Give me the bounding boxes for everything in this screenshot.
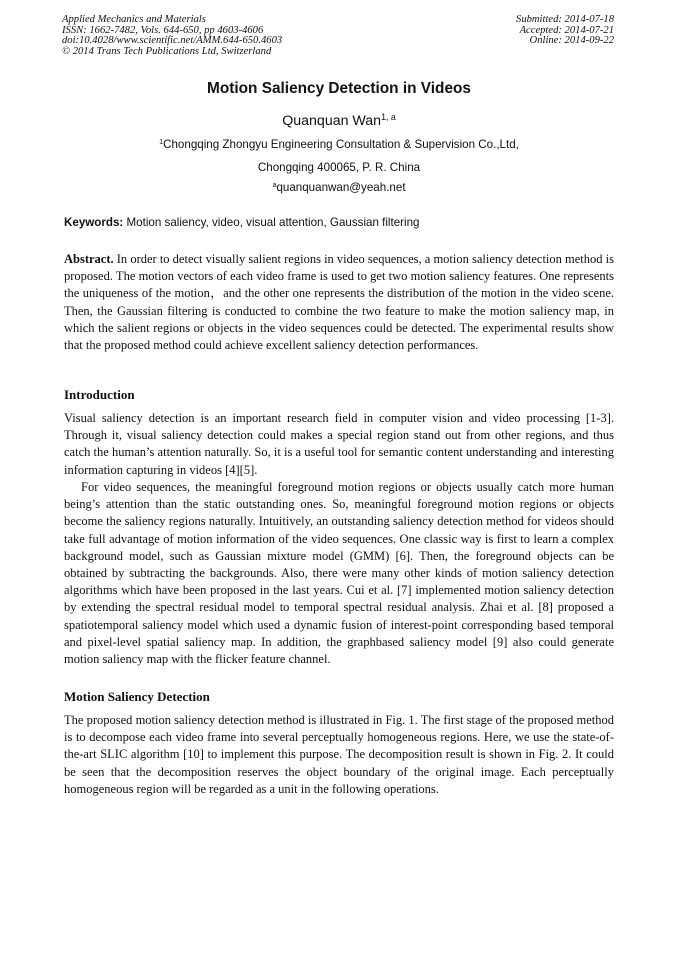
introduction-heading: Introduction — [64, 387, 135, 402]
introduction-paragraph-2: For video sequences, the meaningful foreground motion regions or objects usually catch more human being’s attention than the static outstanding ones. So, meaningful foreground motion regions or objects become the saliency regions naturally. Intuitively, an outstanding saliency detection method for videos should take full advantage of motion information of the video sequences. One classic way is first to learn a complex background model, such as Gaussian mixture model (GMM) [6]. Then, the foreground objects can be obtained by subtracting the backgrounds. Also, there were many other kinds of motion saliency detection algorithms which have been proposed in the last years. Cui et al. [7] implemented motion saliency detection by extending the spectral residual model to temporal spectral residual analysis. Zhai et al. [8] proposed a spatiotemporal saliency model which used a dynamic fusion of interest-point corresponding based temporal and pixel-level spatial saliency map. In addition, the graphbased saliency model [9] also could generate motion saliency map with the flicker feature channel. — [64, 480, 614, 667]
abstract-label: Abstract. — [64, 252, 114, 266]
online-date: Online: 2014-09-22 — [529, 35, 614, 47]
email-address[interactable]: quanquanwan@yeah.net — [276, 181, 406, 194]
author-marks: 1, a — [381, 112, 396, 123]
journal-issn: ISSN: 1662-7482, Vols. 644-650, pp 4603-4606 — [62, 24, 264, 36]
motion-saliency-detection-heading: Motion Saliency Detection — [64, 689, 210, 704]
email-mark: a — [272, 180, 277, 190]
paper-title: Motion Saliency Detection in Videos — [207, 80, 471, 97]
affiliation-line-2: Chongqing 400065, P. R. China — [257, 161, 421, 174]
journal-doi: doi:10.4028/www.scientific.net/AMM.644-650.4603 — [62, 35, 283, 47]
journal-header-right — [516, 15, 614, 47]
introduction-paragraph-1: Visual saliency detection is an important research field in computer vision and video processing [1-3]. Through it, visual saliency detection could makes a special region stand out from other regions, and thus catch the human’s attention naturally. So, it is a useful tool for semantic content understanding and interesting information capturing in videos [4][5]. — [64, 411, 614, 477]
abstract — [64, 251, 614, 354]
affiliation-mark: 1 — [159, 137, 164, 147]
submitted-date: Submitted: 2014-07-18 — [516, 14, 614, 25]
keywords-text: Motion saliency, video, visual attention, Gaussian filtering — [123, 216, 420, 229]
journal-header-left — [62, 15, 282, 57]
motion-saliency-detection-paragraph-1: The proposed motion saliency detection method is illustrated in Fig. 1. The first stage of the proposed method is to decompose each video frame into several perceptually homogeneous regions. Here, we use the state-of-the-art SLIC algorithm [10] to implement this purpose. The decomposition result is shown in Fig. 2. It could be seen that the decomposition reserves the object boundary of the original image. Each perceptually homogeneous region will be regarded as a unit in the following operations. — [64, 713, 614, 796]
affiliation-line-1 — [0, 138, 678, 151]
abstract-text: In order to detect visually salient regions in video sequences, a motion saliency detection method is proposed. The motion vectors of each video frame is used to get two motion saliency features. One represents the uniqueness of the motion，and the other one represents the distribution of the motion in the video scene. Then, the Gaussian filtering is conducted to combine the two feature to make the motion saliency map, in which the salient regions or objects in the video sequences could be detected. The experimental results show that the proposed method could achieve excellent saliency detection performances. — [64, 252, 614, 353]
author-email — [0, 181, 678, 194]
author-name: Quanquan Wan — [282, 113, 382, 129]
affiliation-text-1: Chongqing Zhongyu Engineering Consultation & Supervision Co.,Ltd, — [163, 138, 519, 151]
journal-name: Applied Mechanics and Materials — [62, 14, 206, 25]
keywords-label: Keywords: — [64, 216, 124, 229]
keywords — [64, 216, 614, 229]
accepted-date: Accepted: 2014-07-21 — [519, 24, 614, 36]
journal-copyright: © 2014 Trans Tech Publications Ltd, Switzerland — [62, 45, 272, 57]
author-line — [0, 113, 678, 129]
